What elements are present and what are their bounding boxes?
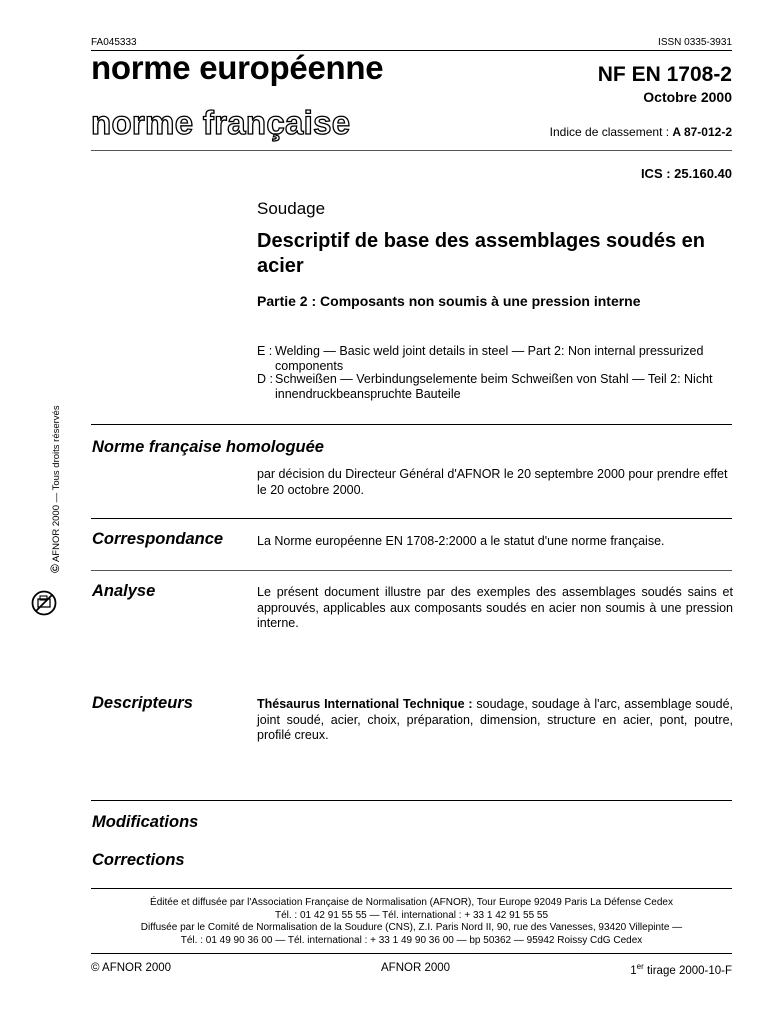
- correspondance-text: La Norme européenne EN 1708-2:2000 a le statut d'une norme française.: [257, 534, 665, 548]
- classification-value: A 87-012-2: [672, 125, 732, 139]
- publisher-line-3: Diffusée par le Comité de Normalisation de la Soudure (CNS), Z.I. Paris Nord II, 90, rue des Vanesses, 93420 Villepinte —: [140, 922, 683, 933]
- title-rule: [91, 150, 732, 151]
- translation-german-text: Schweißen — Verbindungselemente beim Schweißen von Stahl — Teil 2: Nicht innendruckbeanspruchte Bauteile: [275, 372, 713, 401]
- copyright-icon: ©: [48, 564, 62, 573]
- standard-code: NF EN 1708-2: [597, 63, 732, 86]
- ics-code: ICS : 25.160.40: [640, 166, 732, 181]
- subject-category: Soudage: [257, 199, 326, 218]
- section-rule: [91, 424, 732, 425]
- print-run-label: tirage 2000-10-F: [643, 964, 732, 977]
- title-norme-francaise: norme française: [91, 104, 351, 141]
- footer-bottom-rule: [91, 953, 732, 954]
- document-title: Descriptif de base des assemblages soudés en acier: [257, 230, 705, 277]
- side-copyright: [48, 405, 62, 573]
- translation-english-text: Welding — Basic weld joint details in steel — Part 2: Non internal pressurized components: [275, 344, 704, 373]
- document-part: Partie 2 : Composants non soumis à une pression interne: [257, 293, 641, 309]
- title-norme-europeenne: norme européenne: [91, 49, 384, 86]
- no-photocopy-icon: [30, 589, 58, 617]
- section-rule: [91, 570, 732, 571]
- translation-english: [257, 344, 737, 374]
- publisher-line-4: Tél. : 01 49 90 36 00 — Tél. international : + 33 1 49 90 36 00 — bp 50362 — 95942 Roissy CdG Cedex: [180, 934, 643, 946]
- descripteurs-heading: Descripteurs: [92, 694, 193, 712]
- publisher-year: AFNOR 2000: [381, 962, 451, 974]
- copyright-notice: © AFNOR 2000: [91, 962, 172, 974]
- homologuee-text: par décision du Directeur Général d'AFNOR le 20 septembre 2000 pour prendre effet le 20 octobre 2000.: [257, 467, 728, 497]
- publisher-line-2: Tél. : 01 42 91 55 55 — Tél. international : + 33 1 42 91 55 55: [274, 909, 549, 921]
- section-rule: [91, 800, 732, 801]
- print-run-number: 1: [630, 964, 637, 977]
- print-run: [630, 962, 732, 977]
- descripteurs-keywords: soudage, soudage à l'arc, assemblage soudé, joint soudé, acier, choix, préparation, dimension, structure en acier, pont, poutre, profilé creux.: [257, 697, 733, 742]
- corrections-heading: Corrections: [92, 851, 185, 869]
- issn: ISSN 0335-3931: [658, 37, 732, 48]
- classification-label: Indice de classement :: [549, 125, 673, 139]
- print-run-superscript: er: [636, 962, 644, 971]
- analyse-heading: Analyse: [92, 582, 156, 600]
- standard-date: Octobre 2000: [643, 89, 732, 105]
- homologuee-heading: Norme française homologuée: [92, 438, 324, 456]
- translation-german: [257, 372, 737, 402]
- classification-index: [550, 125, 732, 139]
- correspondance-heading: Correspondance: [92, 530, 224, 548]
- footer-rule: [91, 888, 732, 889]
- side-rights-text: AFNOR 2000 — Tous droits réservés: [51, 405, 62, 565]
- section-rule: [91, 518, 732, 519]
- publisher-line-1: Éditée et diffusée par l'Association Française de Normalisation (AFNOR), Tour Europe 92049 Paris La Défense Cedex: [150, 897, 673, 908]
- document-reference: FA045333: [91, 37, 137, 48]
- translation-german-prefix: D :: [257, 372, 273, 386]
- descripteurs-text: [257, 697, 733, 744]
- analyse-text: Le présent document illustre par des exemples des assemblages soudés sains et approuvés, applicables aux composants soudés en acier non soumis à une pression interne.: [257, 585, 733, 630]
- publisher-info: [91, 897, 732, 947]
- modifications-heading: Modifications: [92, 813, 199, 831]
- descripteurs-label: Thésaurus International Technique :: [257, 697, 473, 711]
- translation-english-prefix: E :: [257, 344, 273, 358]
